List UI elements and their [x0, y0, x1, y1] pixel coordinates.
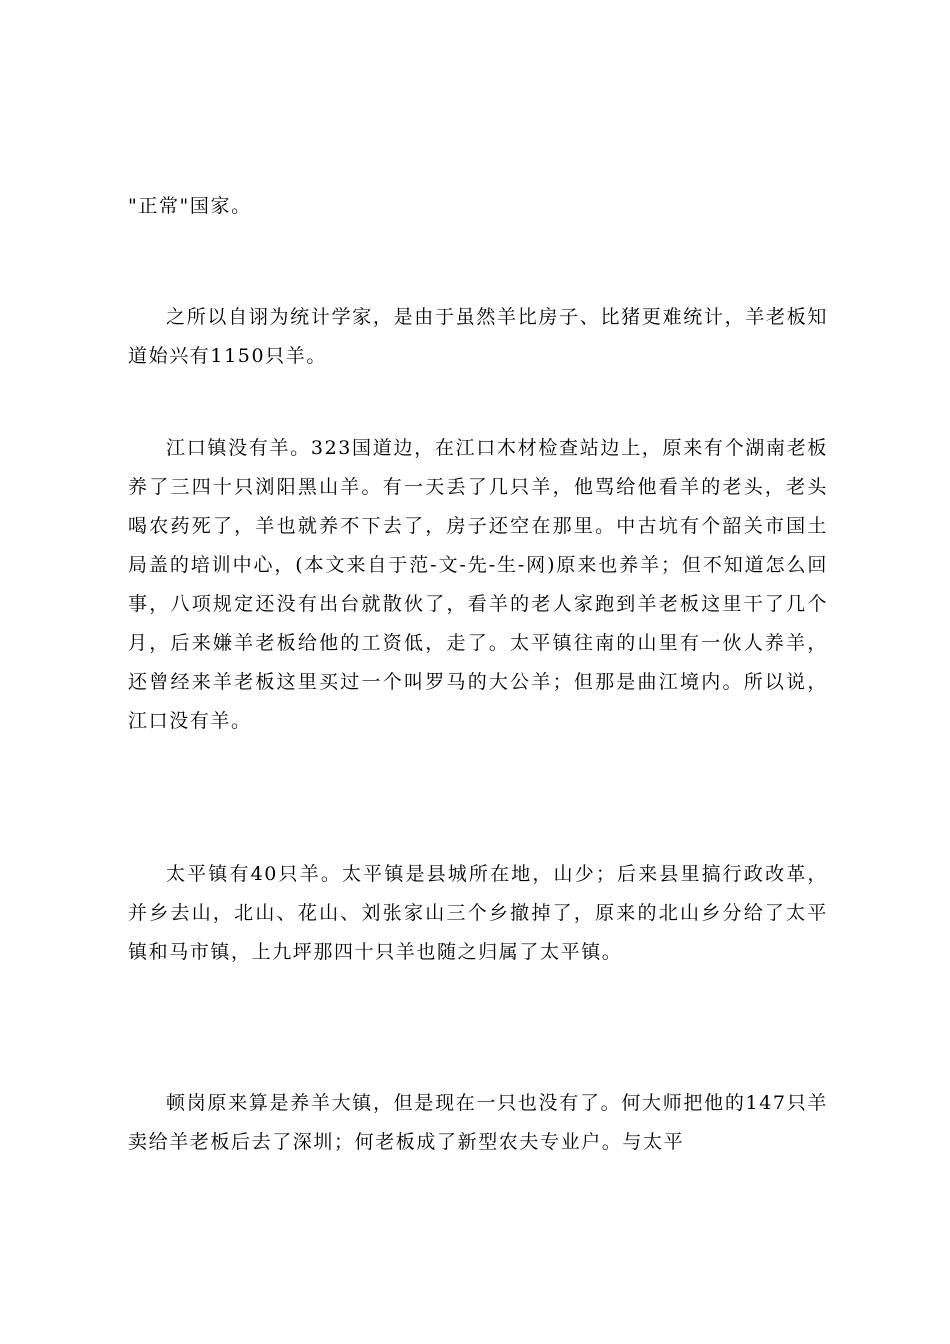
paragraph-3: 江口镇没有羊。323国道边，在江口木材检查站边上，原来有个湖南老板养了三四十只浏阳黑山羊。有一天丢了几只羊，他骂给他看羊的老头，老头喝农药死了，羊也就养不下去了，房子还空在那里。中古坑有个韶关市国土局盖的培训中心，(本文来自于范-文-先-生-网)原来也养羊；但不知道怎么回事，八项规定还没有出台就散伙了，看羊的老人家跑到羊老板这里干了几个月，后来嫌羊老板给他的工资低，走了。太平镇往南的山里有一伙人养羊，还曾经来羊老板这里买过一个叫罗马的大公羊；但那是曲江境内。所以说，江口没有羊。: [128, 437, 828, 732]
paragraph-2: 之所以自诩为统计学家，是由于虽然羊比房子、比猪更难统计，羊老板知道始兴有1150只羊。: [128, 306, 828, 367]
paragraph-1: "正常"国家。: [128, 195, 252, 217]
paragraph-4: 太平镇有40只羊。太平镇是县城所在地，山少；后来县里搞行政改革，并乡去山，北山、花山、刘张家山三个乡撤掉了，原来的北山乡分给了太平镇和马市镇，上九坪那四十只羊也随之归属了太平镇。: [128, 863, 828, 963]
paragraph-5: 顿岗原来算是养羊大镇，但是现在一只也没有了。何大师把他的147只羊卖给羊老板后去了深圳；何老板成了新型农夫专业户。与太平: [128, 1092, 828, 1153]
